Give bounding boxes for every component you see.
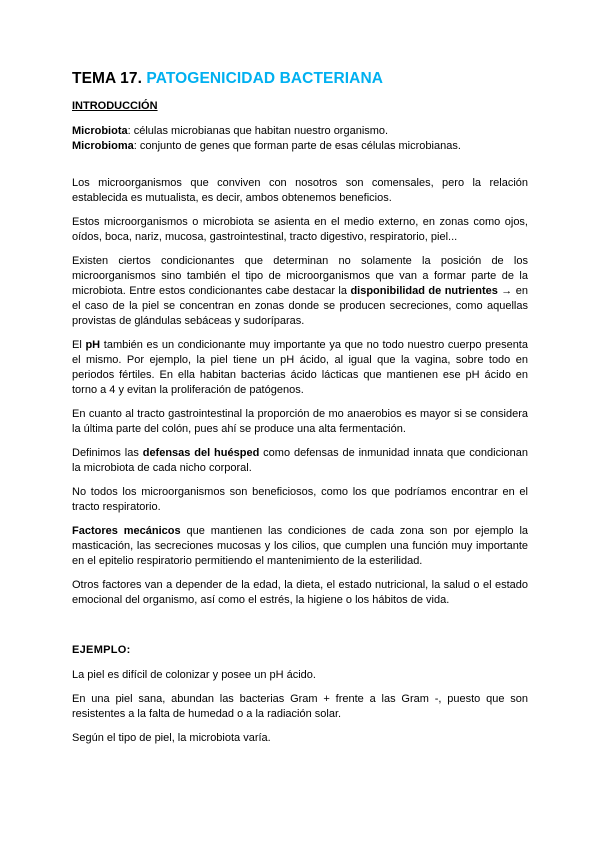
intro-heading: INTRODUCCIÓN — [72, 100, 158, 112]
bold-term: Factores mecánicos — [72, 525, 181, 537]
definitions-block — [72, 124, 528, 154]
paragraph-text: Definimos las — [72, 447, 143, 459]
paragraph-factores-mecanicos — [72, 524, 528, 569]
example-heading: EJEMPLO: — [72, 644, 131, 656]
paragraph-defensas — [72, 446, 528, 476]
paragraph-text: también es un condicionante muy importante ya que no todo nuestro cuerpo presenta el mismo. Por ejemplo, la piel tiene un pH ácido, al igual que la vagina, sobre todo en periodos fértiles. En ella habitan bacterias ácido lácticas que mantienen ese pH ácido en torno a 4 y evitan la proliferación de patógenos. — [72, 339, 528, 396]
page-title — [72, 70, 528, 88]
definition-term: Microbioma — [72, 140, 134, 152]
example-paragraph: Según el tipo de piel, la microbiota varía. — [72, 732, 271, 744]
example-paragraph: La piel es difícil de colonizar y posee un pH ácido. — [72, 669, 316, 681]
paragraph-beneficiosos: No todos los microorganismos son beneficiosos, como los que podríamos encontrar en el tracto respiratorio. — [72, 486, 528, 513]
paragraph-otros-factores: Otros factores van a depender de la edad, la dieta, el estado nutricional, la salud o el estado emocional del organismo, así como el estrés, la higiene o los hábitos de vida. — [72, 579, 528, 606]
bold-term: defensas del huésped — [142, 447, 260, 459]
title-prefix: TEMA 17. — [72, 70, 142, 87]
definition-term: Microbiota — [72, 125, 128, 137]
paragraph-text: Existen ciertos condicionantes que determinan no solamente la posición de los microorganismos sino también el tipo de microorganismos que van a formar parte de la microbiota. Entre estos condicionantes cabe destacar la — [72, 255, 528, 297]
definition-microbiota — [72, 124, 528, 139]
definition-microbioma — [72, 139, 528, 154]
paragraph-text: El — [72, 339, 86, 351]
paragraph-ph — [72, 338, 528, 398]
title-accent: PATOGENICIDAD BACTERIANA — [146, 70, 384, 87]
bold-term: pH — [85, 339, 101, 351]
paragraph-condicionantes — [72, 254, 528, 329]
paragraph-localizacion: Estos microorganismos o microbiota se asienta en el medio externo, en zonas como ojos, oídos, boca, nariz, mucosa, gastrointestinal, tracto digestivo, respiratorio, piel... — [72, 216, 528, 243]
paragraph-comensales: Los microorganismos que conviven con nosotros son comensales, pero la relación establecida es mutualista, es decir, ambos obtenemos beneficios. — [72, 177, 528, 204]
definition-text: : células microbianas que habitan nuestro organismo. — [127, 125, 389, 137]
example-paragraph: En una piel sana, abundan las bacterias Gram + frente a las Gram -, puesto que son resistentes a la falta de humedad o a la radiación solar. — [72, 693, 528, 720]
bold-term: disponibilidad de nutrientes — [350, 285, 498, 297]
paragraph-gastrointestinal: En cuanto al tracto gastrointestinal la proporción de mo anaerobios es mayor si se considera la última parte del colón, pues ahí se produce una alta fermentación. — [72, 408, 528, 435]
paragraph-text: → en el caso de la piel se concentran en zonas donde se producen secreciones, como aquellas provistas de glándulas sebáceas y sudoríparas. — [72, 285, 528, 327]
paragraph-text: como defensas de inmunidad innata que condicionan la microbiota de cada nicho corporal. — [72, 447, 528, 474]
definition-text: : conjunto de genes que forman parte de esas células microbianas. — [133, 140, 461, 152]
paragraph-text: que mantienen las condiciones de cada zona son por ejemplo la masticación, las secreciones mucosas y los cilios, que cumplen una función muy importante en el epitelio respiratorio permitiendo el mantenimiento de la esterilidad. — [72, 525, 529, 567]
